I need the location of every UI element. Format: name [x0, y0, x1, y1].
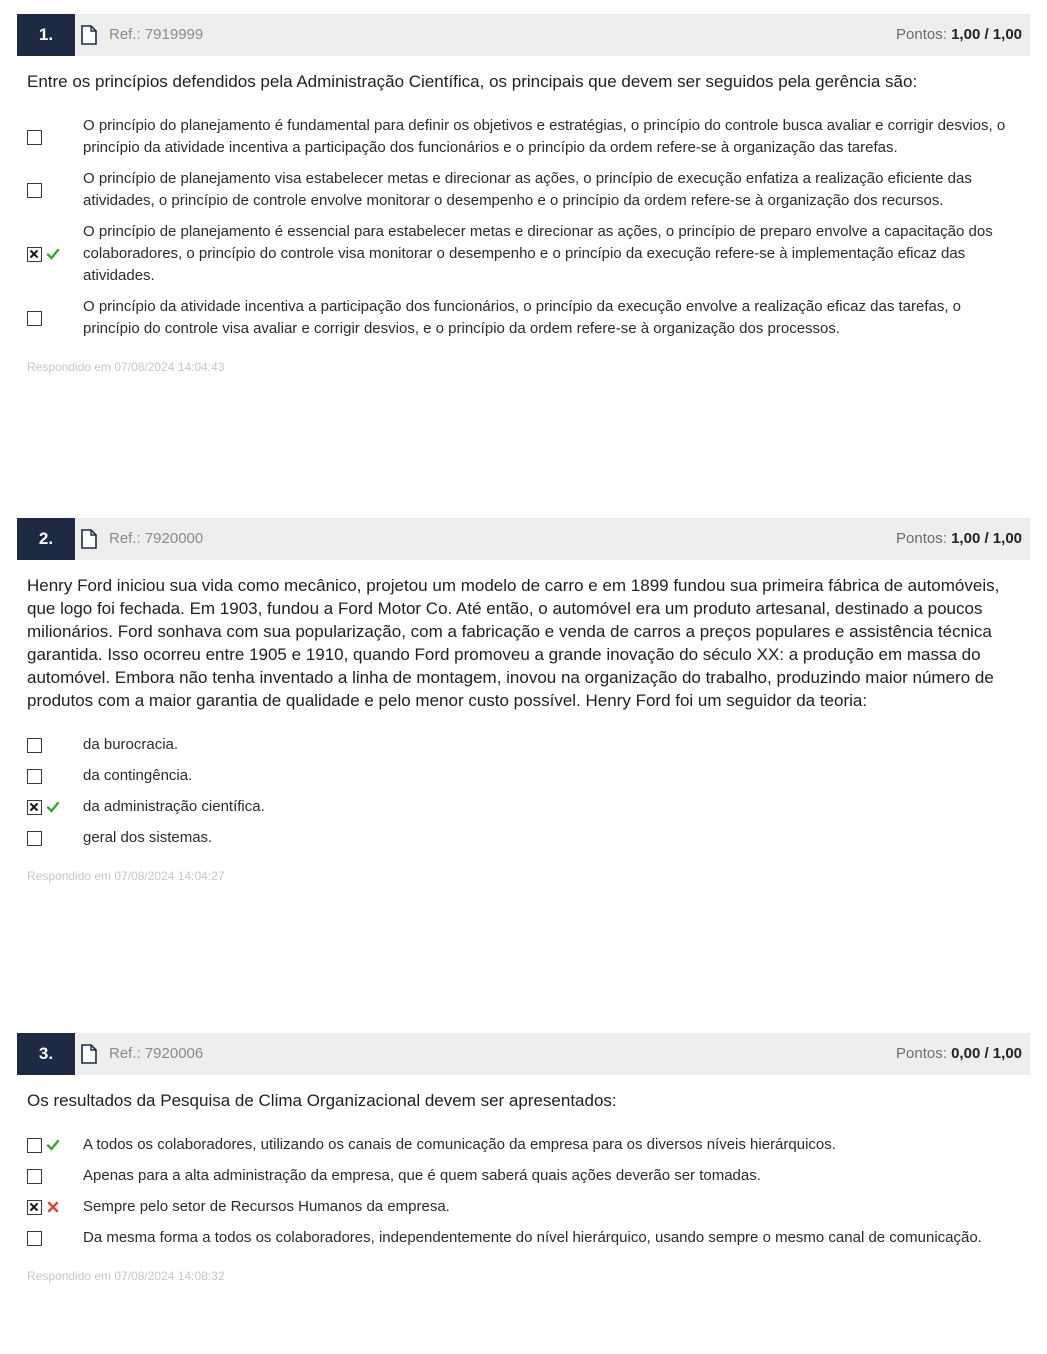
question-3 — [17, 1033, 1030, 1283]
check-icon — [46, 1138, 60, 1152]
option[interactable] — [17, 1165, 1030, 1187]
question-statement: Henry Ford iniciou sua vida como mecânico, projetou um modelo de carro e em 1899 fundou sua primeira fábrica de automóveis, que logo foi fechada. Em 1903, fundou a Ford Motor Co. Até então, o automóvel era um produto artesanal, destinado a poucos milionários. Ford sonhava com sua popularização, com a fabricação e venda de carros a preços populares e assistência técnica garantida. Isso ocorreu entre 1905 e 1910, quando Ford promoveu a grande inovação do século XX: a produção em massa do automóvel. Embora não tenha inventado a linha de montagem, inovou na organização do trabalho, produzindo maior número de produtos com a maior garantia de qualidade e pelo menor custo possível. Henry Ford foi um seguidor da teoria: — [27, 576, 1000, 710]
option[interactable] — [17, 1196, 1030, 1218]
option[interactable] — [17, 1134, 1030, 1156]
question-header — [17, 14, 1030, 56]
option-checkbox[interactable] — [27, 738, 42, 753]
question-points: Pontos: 1,00 / 1,00 — [896, 26, 1022, 43]
option-checkbox[interactable] — [27, 1231, 42, 1246]
option-text: Sempre pelo setor de Recursos Humanos da empresa. — [83, 1198, 450, 1215]
option[interactable] — [17, 296, 1030, 340]
option[interactable] — [17, 765, 1030, 787]
option-checkbox[interactable] — [27, 831, 42, 846]
question-number: 3. — [17, 1033, 75, 1075]
option-text: O princípio de planejamento visa estabelecer metas e direcionar as ações, o princípio de execução enfatiza a realização eficiente das atividades, o princípio de controle envolve monitorar o desempenho e o princípio da ordem refere-se à organização dos recursos. — [83, 170, 972, 209]
document-icon — [81, 25, 97, 45]
option[interactable] — [17, 734, 1030, 756]
check-icon — [46, 247, 60, 261]
question-statement: Os resultados da Pesquisa de Clima Organizacional devem ser apresentados: — [27, 1091, 617, 1110]
answered-timestamp: Respondido em 07/08/2024 14:08:32 — [27, 1269, 225, 1283]
question-number: 2. — [17, 518, 75, 560]
option[interactable] — [17, 221, 1030, 287]
options-list — [17, 734, 1030, 849]
option-checkbox[interactable] — [27, 311, 42, 326]
option-text: O princípio de planejamento é essencial para estabelecer metas e direcionar as ações, o princípio de preparo envolve a capacitação dos colaboradores, o princípio do controle visa monitorar o desempenho e o princípio da execução refere-se à implementação eficaz das atividades. — [83, 223, 993, 284]
document-icon — [81, 529, 97, 549]
question-ref: Ref.: 7920006 — [109, 1045, 204, 1062]
answered-timestamp: Respondido em 07/08/2024 14:04:43 — [27, 360, 225, 374]
option-checkbox[interactable] — [27, 1169, 42, 1184]
question-2 — [17, 518, 1030, 883]
question-ref: Ref.: 7919999 — [109, 26, 204, 43]
question-ref: Ref.: 7920000 — [109, 530, 204, 547]
option-text: Da mesma forma a todos os colaboradores, independentemente do nível hierárquico, usando sempre o mesmo canal de comunicação. — [83, 1229, 982, 1246]
option-text: da burocracia. — [83, 736, 179, 753]
option-text: da administração científica. — [83, 798, 265, 815]
answered-timestamp: Respondido em 07/08/2024 14:04:27 — [27, 869, 225, 883]
option-text: geral dos sistemas. — [83, 829, 213, 846]
option-checkbox[interactable] — [27, 800, 42, 815]
option[interactable] — [17, 827, 1030, 849]
options-list — [17, 1134, 1030, 1249]
option-text: da contingência. — [83, 767, 193, 784]
question-header — [17, 1033, 1030, 1075]
question-header — [17, 518, 1030, 560]
option-text: Apenas para a alta administração da empresa, que é quem saberá quais ações deverão ser tomadas. — [83, 1167, 761, 1184]
option-checkbox[interactable] — [27, 769, 42, 784]
option[interactable] — [17, 115, 1030, 159]
option-text: O princípio da atividade incentiva a participação dos funcionários, o princípio da execução envolve a realização eficaz das tarefas, o princípio do controle visa avaliar e corrigir desvios, e o princípio da ordem refere-se à organização dos processos. — [83, 298, 962, 337]
option-checkbox[interactable] — [27, 1200, 42, 1215]
option[interactable] — [17, 168, 1030, 212]
option[interactable] — [17, 796, 1030, 818]
option-checkbox[interactable] — [27, 247, 42, 262]
check-icon — [46, 800, 60, 814]
options-list — [17, 115, 1030, 340]
option-checkbox[interactable] — [27, 130, 42, 145]
option-text: O princípio do planejamento é fundamental para definir os objetivos e estratégias, o princípio do controle busca avaliar e corrigir desvios, o princípio da atividade incentiva a participação dos funcionários e o princípio da ordem refere-se à organização das tarefas. — [83, 117, 1006, 156]
option-text: A todos os colaboradores, utilizando os canais de comunicação da empresa para os diversos níveis hierárquicos. — [83, 1136, 836, 1153]
question-number: 1. — [17, 14, 75, 56]
question-points: Pontos: 1,00 / 1,00 — [896, 530, 1022, 547]
question-points: Pontos: 0,00 / 1,00 — [896, 1045, 1022, 1062]
x-icon — [46, 1200, 60, 1214]
question-1 — [17, 14, 1030, 374]
option[interactable] — [17, 1227, 1030, 1249]
option-checkbox[interactable] — [27, 1138, 42, 1153]
question-statement: Entre os princípios defendidos pela Administração Científica, os principais que devem ser seguidos pela gerência são: — [27, 72, 918, 91]
document-icon — [81, 1044, 97, 1064]
option-checkbox[interactable] — [27, 183, 42, 198]
